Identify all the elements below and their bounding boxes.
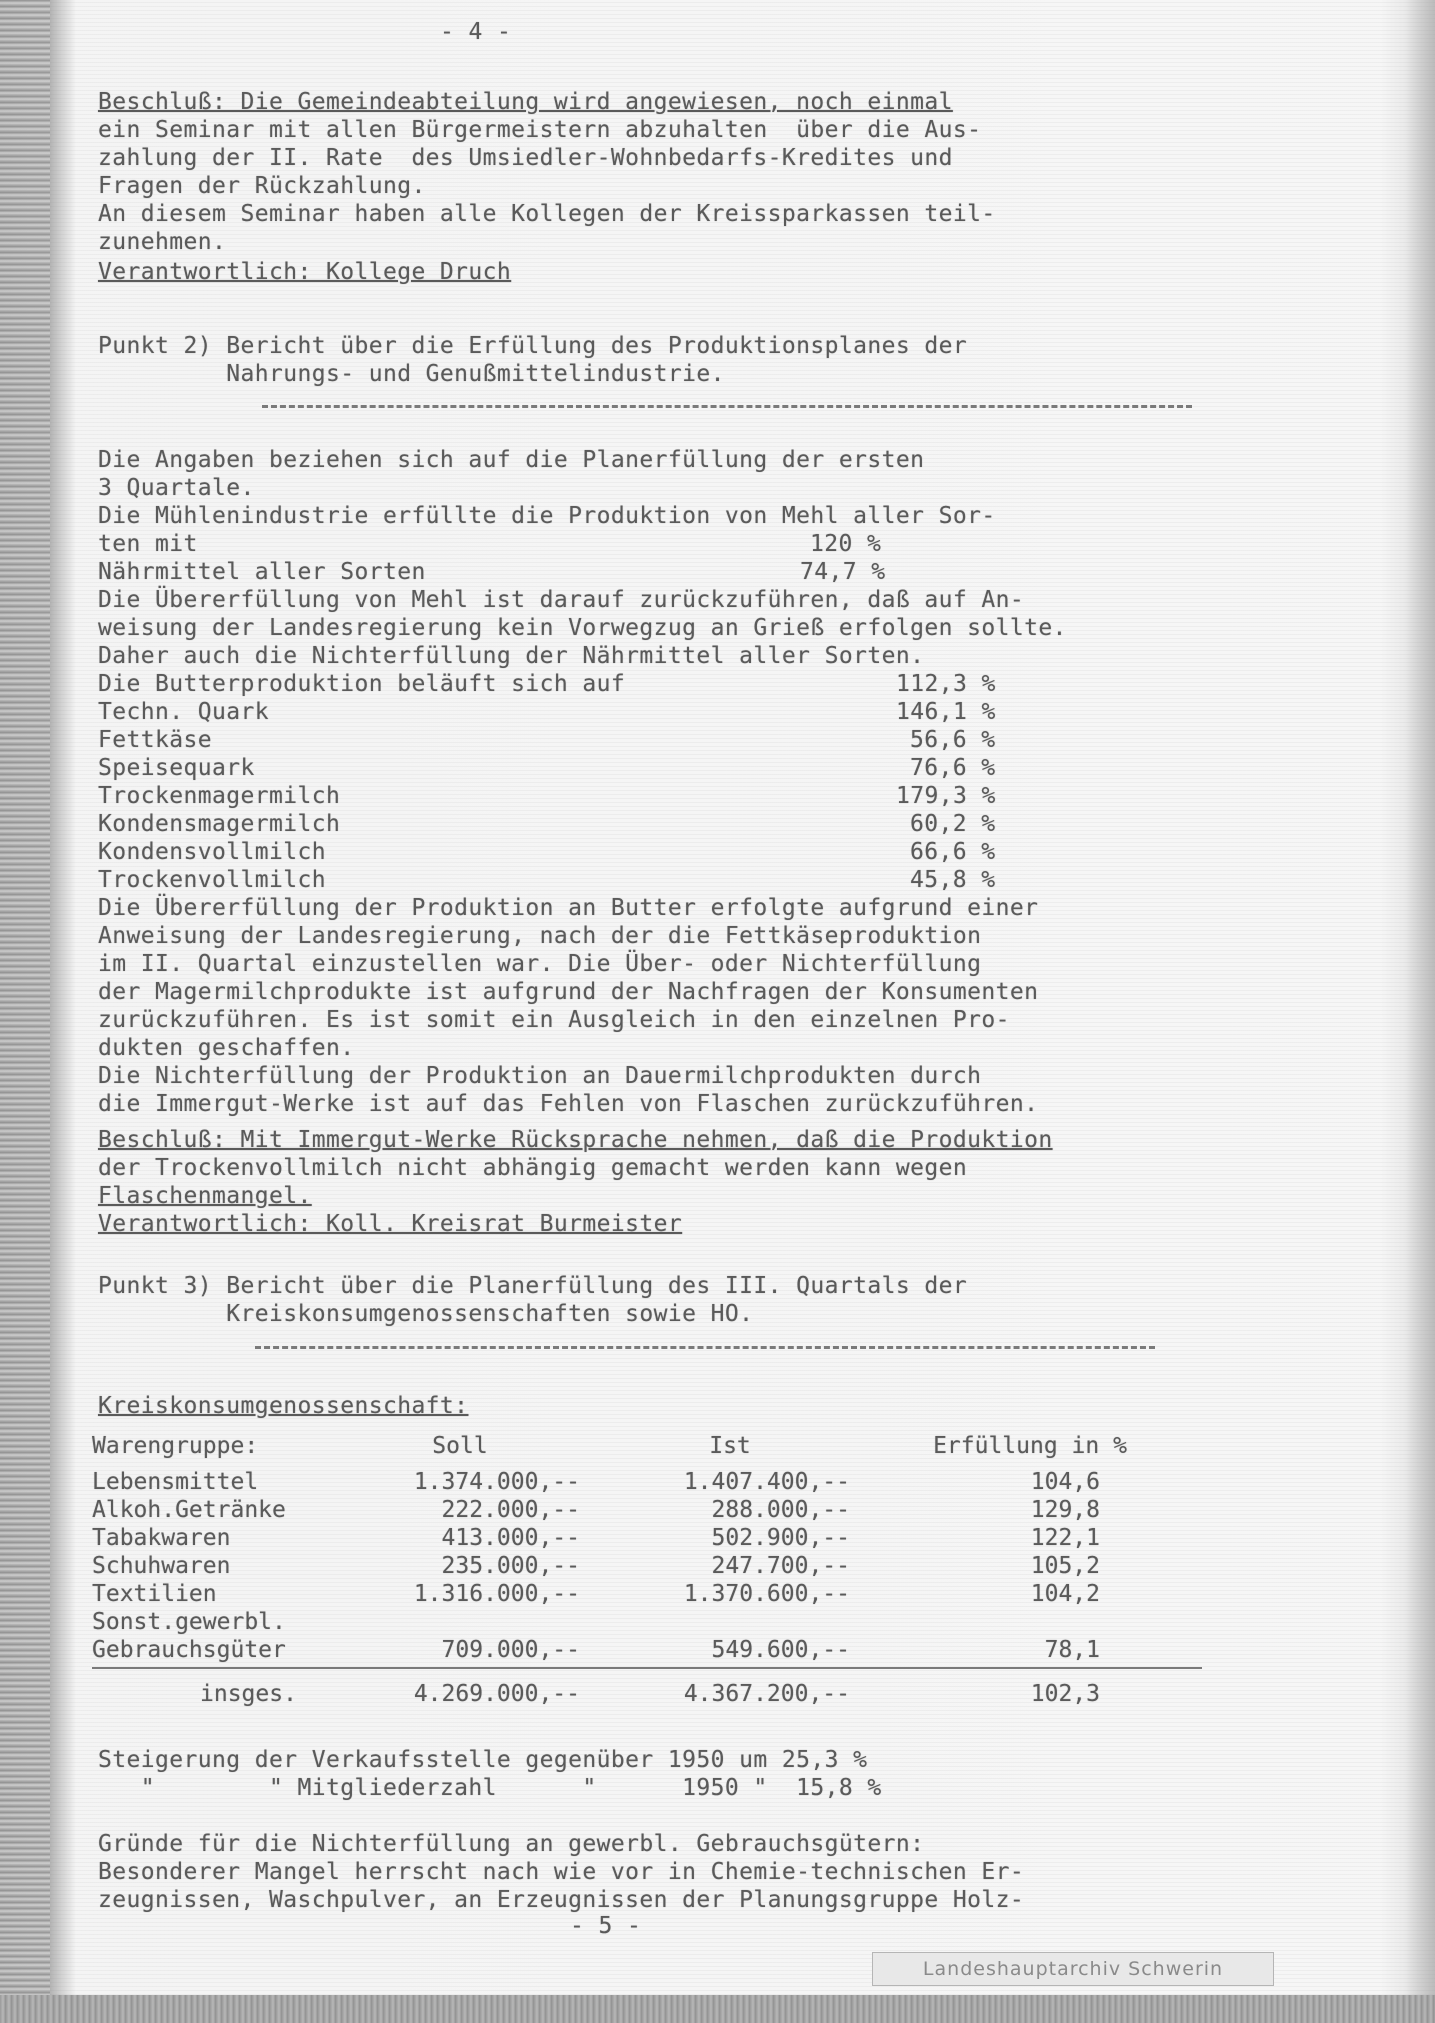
punkt-3-divider (255, 1346, 1155, 1349)
punkt-3-heading-cont: Kreiskonsumgenossenschaften sowie HO. (98, 1301, 754, 1327)
dairy-value: 76,6 % (910, 755, 996, 781)
dairy-text-line-2: Anweisung der Landesregierung, nach der die Fettkäseproduktion (98, 923, 982, 949)
dairy-text-line-7: Die Nichterfüllung der Produktion an Dauermilchprodukten durch (98, 1063, 982, 1089)
table-row-soll: 709.000,-- (441, 1637, 580, 1663)
dairy-text-line-3: im II. Quartal einzustellen war. Die Über- oder Nichterfüllung (98, 951, 982, 977)
production-label-1: ten mit (98, 531, 198, 557)
table-row-ware: Alkoh.Getränke (92, 1497, 286, 1523)
gruende-line-2: Besonderer Mangel herrscht nach wie vor in Chemie-technischen Er- (98, 1859, 1025, 1885)
gruende-line-1: Gründe für die Nichterfüllung an gewerbl. Gebrauchsgütern: (98, 1831, 925, 1857)
table-row-soll: 222.000,-- (441, 1497, 580, 1523)
dairy-value: 66,6 % (910, 839, 996, 865)
dairy-value: 45,8 % (910, 867, 996, 893)
table-row-soll: 1.374.000,-- (413, 1469, 580, 1495)
dairy-text-line-5: zurückzuführen. Es ist somit ein Ausgleich in den einzelnen Pro- (98, 1007, 1010, 1033)
table-total-erfuellung: 102,3 (1030, 1681, 1100, 1707)
page-right-edge (1405, 0, 1435, 2023)
production-value-2: 74,7 % (800, 559, 886, 585)
beschluss-line-2: ein Seminar mit allen Bürgermeistern abzuhalten über die Aus- (98, 117, 982, 143)
dairy-label: Kondensmagermilch (98, 811, 341, 837)
dairy-label: Die Butterproduktion beläuft sich auf (98, 671, 626, 697)
table-row-ist: 1.407.400,-- (683, 1469, 850, 1495)
responsible-line-2: Verantwortlich: Koll. Kreisrat Burmeister (98, 1211, 683, 1237)
table-row-ware: Tabakwaren (92, 1525, 231, 1551)
intro-line-2: 3 Quartale. (98, 475, 255, 501)
punkt-2-heading: Punkt 2) Bericht über die Erfüllung des Produktionsplanes der (98, 333, 968, 359)
responsible-line-1: Verantwortlich: Kollege Druch (98, 259, 512, 285)
dairy-value: 112,3 % (896, 671, 996, 697)
table-row-erfuellung: 104,2 (1030, 1581, 1100, 1607)
table-sum-rule (92, 1667, 1202, 1669)
beschluss-2-line-3: Flaschenmangel. (98, 1183, 312, 1209)
punkt-2-divider (262, 405, 1192, 408)
table-total-soll: 4.269.000,-- (413, 1681, 580, 1707)
table-row-erfuellung: 104,6 (1030, 1469, 1100, 1495)
beschluss-2-line-1: Beschluß: Mit Immergut-Werke Rücksprache nehmen, daß die Produktion (98, 1127, 1053, 1153)
explain-line-1: Die Übererfüllung von Mehl ist darauf zurückzuführen, daß auf An- (98, 587, 1025, 613)
beschluss-line-3: zahlung der II. Rate des Umsiedler-Wohnbedarfs-Kredites und (98, 145, 953, 171)
table-row-ist: 549.600,-- (711, 1637, 850, 1663)
table-header-erfuellung: Erfüllung in % (933, 1433, 1127, 1459)
beschluss-line-5: An diesem Seminar haben alle Kollegen der Kreissparkassen teil- (98, 201, 996, 227)
table-row-ist: 502.900,-- (711, 1525, 850, 1551)
dairy-label: Kondensvollmilch (98, 839, 326, 865)
dairy-value: 56,6 % (910, 727, 996, 753)
table-total-ist: 4.367.200,-- (683, 1681, 850, 1707)
table-row-soll: 1.316.000,-- (413, 1581, 580, 1607)
next-page-number: - 5 - (570, 1913, 642, 1939)
punkt-2-heading-cont: Nahrungs- und Genußmittelindustrie. (98, 361, 725, 387)
production-label-2: Nährmittel aller Sorten (98, 559, 426, 585)
table-header-ist: Ist (709, 1433, 751, 1459)
table-row-ware: Sonst.gewerbl. (92, 1609, 286, 1635)
table-row-ist: 1.370.600,-- (683, 1581, 850, 1607)
table-row-erfuellung: 78,1 (1044, 1637, 1100, 1663)
gruende-line-3: zeugnissen, Waschpulver, an Erzeugnissen der Planungsgruppe Holz- (98, 1887, 1025, 1913)
table-row-ware: Textilien (92, 1581, 217, 1607)
dairy-value: 146,1 % (896, 699, 996, 725)
beschluss-line-6: zunehmen. (98, 229, 227, 255)
intro-line-3: Die Mühlenindustrie erfüllte die Produktion von Mehl aller Sor- (98, 503, 996, 529)
dairy-label: Trockenmagermilch (98, 783, 341, 809)
archive-stamp: Landeshauptarchiv Schwerin (872, 1952, 1274, 1986)
table-row-soll: 413.000,-- (441, 1525, 580, 1551)
page-number: - 4 - (440, 19, 512, 45)
table-row-ware: Gebrauchsgüter (92, 1637, 286, 1663)
table-row-erfuellung: 129,8 (1030, 1497, 1100, 1523)
dairy-label: Techn. Quark (98, 699, 269, 725)
table-row-ist: 288.000,-- (711, 1497, 850, 1523)
dairy-label: Speisequark (98, 755, 255, 781)
table-row-ware: Lebensmittel (92, 1469, 259, 1495)
explain-line-3: Daher auch die Nichterfüllung der Nährmittel aller Sorten. (98, 643, 925, 669)
dairy-value: 60,2 % (910, 811, 996, 837)
beschluss-2-line-2: der Trockenvollmilch nicht abhängig gemacht werden kann wegen (98, 1155, 968, 1181)
binding-edge (0, 0, 50, 2023)
beschluss-line-1: Beschluß: Die Gemeindeabteilung wird angewiesen, noch einmal (98, 89, 953, 115)
table-total-label: insges. (200, 1681, 297, 1707)
steigerung-line-2: " " Mitgliederzahl " 1950 " 15,8 % (98, 1775, 882, 1801)
intro-line-1: Die Angaben beziehen sich auf die Planerfüllung der ersten (98, 447, 925, 473)
beschluss-line-4: Fragen der Rückzahlung. (98, 173, 426, 199)
production-value-1: 120 % (810, 531, 882, 557)
dairy-text-line-4: der Magermilchprodukte ist aufgrund der Nachfragen der Konsumenten (98, 979, 1039, 1005)
dairy-text-line-8: die Immergut-Werke ist auf das Fehlen von Flaschen zurückzuführen. (98, 1091, 1039, 1117)
page-bottom-edge (0, 1995, 1435, 2023)
dairy-value: 179,3 % (896, 783, 996, 809)
steigerung-line-1: Steigerung der Verkaufsstelle gegenüber 1950 um 25,3 % (98, 1747, 868, 1773)
explain-line-2: weisung der Landesregierung kein Vorwegzug an Grieß erfolgen sollte. (98, 615, 1067, 641)
table-row-erfuellung: 105,2 (1030, 1553, 1100, 1579)
dairy-label: Trockenvollmilch (98, 867, 326, 893)
table-row-ware: Schuhwaren (92, 1553, 231, 1579)
table-row-soll: 235.000,-- (441, 1553, 580, 1579)
table-row-ist: 247.700,-- (711, 1553, 850, 1579)
table-header-soll: Soll (432, 1433, 488, 1459)
dairy-text-line-6: dukten geschaffen. (98, 1035, 355, 1061)
punkt-3-heading: Punkt 3) Bericht über die Planerfüllung des III. Quartals der (98, 1273, 968, 1299)
table-title: Kreiskonsumgenossenschaft: (98, 1393, 469, 1419)
table-row-erfuellung: 122,1 (1030, 1525, 1100, 1551)
table-header-ware: Warengruppe: (92, 1433, 259, 1459)
dairy-label: Fettkäse (98, 727, 212, 753)
dairy-text-line-1: Die Übererfüllung der Produktion an Butter erfolgte aufgrund einer (98, 895, 1039, 921)
